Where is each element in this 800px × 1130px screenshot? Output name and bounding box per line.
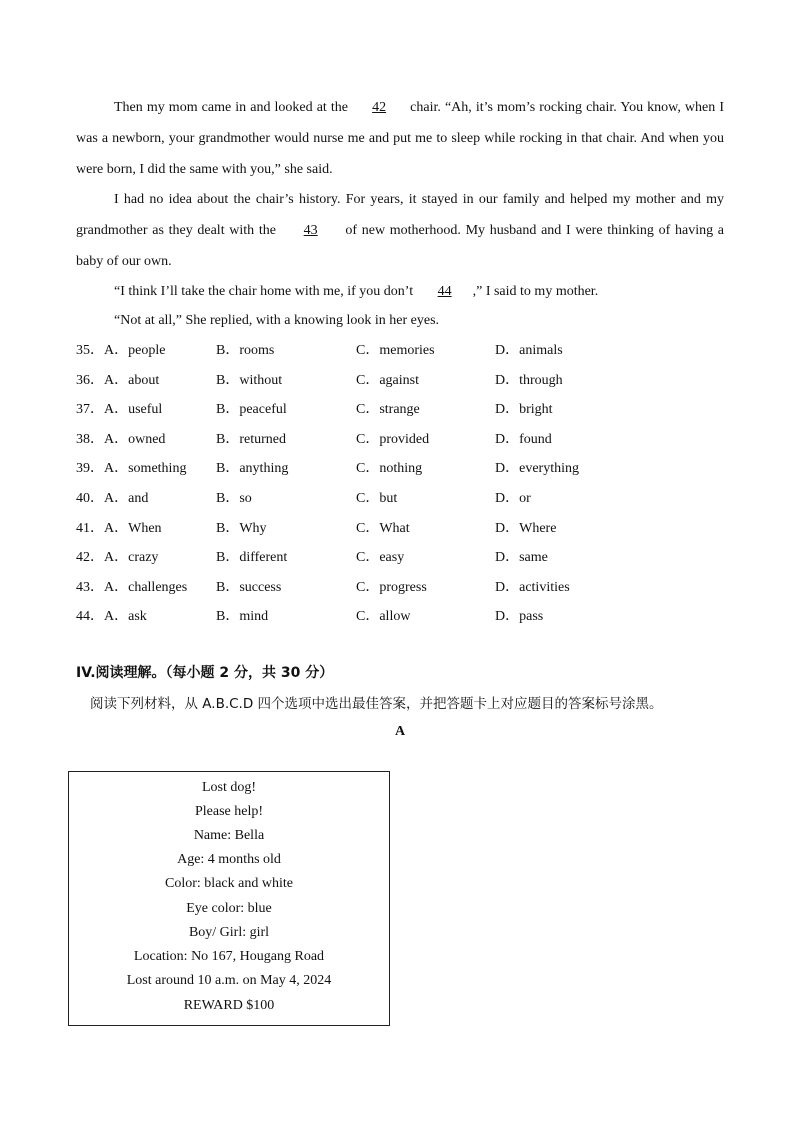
section-instruction: 阅读下列材料，从 A.B.C.D 四个选项中选出最佳答案，并把答题卡上对应题目的答案标号涂黑。	[90, 696, 663, 712]
notice-line: REWARD $100	[183, 998, 275, 1013]
notice-line: Lost dog!	[201, 780, 257, 795]
passage-text: “I think I’ll take the chair home with me, if you don’t	[114, 284, 417, 299]
option-c: C．progress	[356, 579, 427, 595]
option-d: D．everything	[495, 461, 579, 477]
blank-42: 42	[372, 100, 387, 115]
option-d: D．activities	[495, 579, 570, 595]
question-number: 36．	[76, 372, 104, 388]
question-number: 43．	[76, 579, 104, 595]
question-number: 38．	[76, 431, 104, 447]
passage-paragraph-3	[76, 276, 724, 307]
notice-line: Eye color: blue	[186, 901, 272, 916]
option-d: D．bright	[495, 402, 553, 418]
question-row	[76, 336, 724, 366]
option-d: D．or	[495, 490, 531, 506]
option-d: D．animals	[495, 343, 563, 358]
option-c: C．but	[356, 490, 398, 506]
question-number: 37．	[76, 402, 104, 418]
notice-line: Name: Bella	[193, 828, 265, 843]
option-b: B．different	[216, 550, 288, 566]
option-d: D．through	[495, 372, 563, 388]
option-b: B．Why	[216, 520, 267, 536]
option-c: C．nothing	[356, 461, 423, 477]
passage-text: ,” I said to my mother.	[472, 284, 599, 299]
question-row	[76, 573, 724, 603]
option-a: A．something	[104, 461, 187, 477]
option-b: B．success	[216, 579, 282, 595]
option-c: C．What	[356, 520, 410, 536]
option-b: B．returned	[216, 431, 286, 447]
question-row	[76, 366, 724, 396]
question-number: 42．	[76, 550, 104, 566]
passage-paragraph-2	[76, 184, 724, 277]
option-a: A．challenges	[104, 579, 188, 595]
question-number: 44．	[76, 609, 104, 625]
option-b: B．rooms	[216, 343, 275, 358]
passage-paragraph-1	[76, 92, 724, 185]
option-c: C．against	[356, 372, 419, 388]
question-row	[76, 543, 724, 573]
section-title: IV.阅读理解。（每小题 2 分，共 30 分）	[76, 665, 334, 681]
option-c: C．allow	[356, 609, 411, 625]
option-c: C．strange	[356, 402, 420, 418]
passage-text: Then my mom came in and looked at the	[114, 100, 353, 115]
question-number: 35．	[76, 343, 104, 358]
question-number: 41．	[76, 520, 104, 536]
option-b: B．peaceful	[216, 402, 287, 418]
passage-text: chair. “Ah, it’s mom’s rocking chair. You know, when I was a newborn, your grandmother would nurse me and put me to sleep while rocking in that chair. And when you were born, I did the same with you,” she said.	[76, 100, 724, 177]
option-a: A．people	[104, 343, 166, 358]
option-a: A．crazy	[104, 550, 159, 566]
option-d: D．same	[495, 550, 548, 566]
option-a: A．When	[104, 520, 162, 536]
passage-paragraph-4: “Not at all,” She replied, with a knowing look in her eyes.	[114, 313, 440, 328]
question-options	[76, 336, 724, 632]
question-row	[76, 484, 724, 514]
part-label: A	[394, 724, 406, 739]
option-b: B．without	[216, 372, 283, 388]
question-row	[76, 514, 724, 544]
option-d: D．found	[495, 431, 552, 447]
notice-line: Age: 4 months old	[177, 852, 281, 867]
option-a: A．owned	[104, 431, 166, 447]
option-a: A．about	[104, 372, 160, 388]
question-row	[76, 395, 724, 425]
option-d: D．Where	[495, 520, 557, 536]
question-row	[76, 425, 724, 455]
lost-dog-notice	[68, 771, 390, 1026]
option-b: B．anything	[216, 461, 289, 477]
question-row	[76, 454, 724, 484]
option-b: B．so	[216, 490, 252, 506]
blank-43: 43	[303, 223, 318, 238]
passage-text: I had no idea about the chair’s history. For years, it stayed in our family and helped my mother and my grandmother as they dealt with the	[76, 192, 724, 238]
notice-line: Location: No 167, Hougang Road	[133, 949, 325, 964]
option-a: A．and	[104, 490, 149, 506]
option-d: D．pass	[495, 609, 544, 625]
notice-line: Lost around 10 a.m. on May 4, 2024	[126, 973, 332, 988]
notice-line: Boy/ Girl: girl	[188, 925, 270, 940]
notice-line: Color: black and white	[165, 876, 293, 891]
notice-line: Please help!	[194, 804, 264, 819]
question-row	[76, 602, 724, 632]
passage-text: of new motherhood. My husband and I were thinking of having a baby of our own.	[76, 223, 724, 269]
blank-44: 44	[437, 284, 452, 299]
option-c: C．easy	[356, 550, 405, 566]
option-b: B．mind	[216, 609, 269, 625]
option-c: C．provided	[356, 431, 430, 447]
question-number: 40．	[76, 490, 104, 506]
option-a: A．ask	[104, 609, 147, 625]
option-a: A．useful	[104, 402, 163, 418]
option-c: C．memories	[356, 343, 435, 358]
question-number: 39．	[76, 461, 104, 477]
